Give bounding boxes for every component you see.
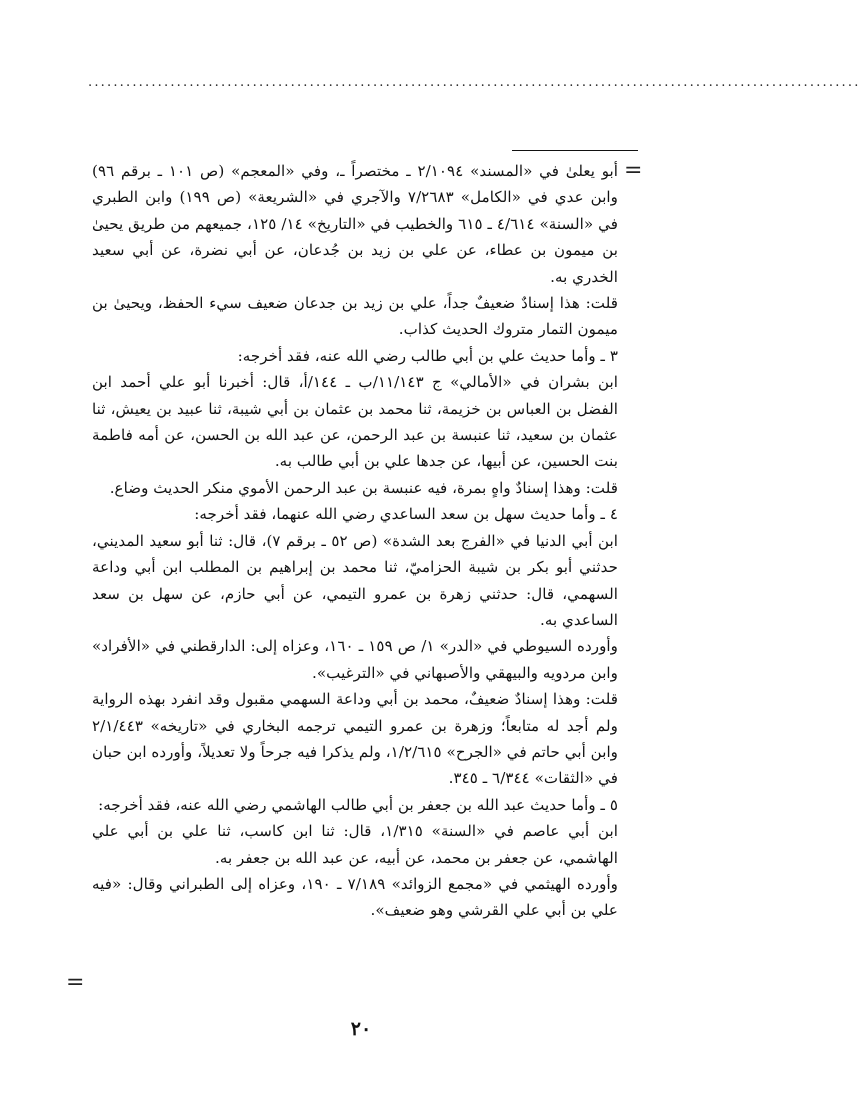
paragraph-haythami: وأورده الهيثمي في «مجمع الزوائد» ٧/١٨٩ ـ ١٩٠، وعزاه إلى الطبراني وقال: «فيه علي بن أبي علي القرشي وهو ضعيف». [92, 874, 618, 920]
paragraph-sources-ibn-bishran: ابن بشران في «الأمالي» ج ١١/١٤٣/ب ـ ١٤٤/أ، قال: أخبرنا أبو علي أحمد ابن الفضل بن العباس بن خزيمة، ثنا محمد بن عثمان بن أبي شيبة، ثنا عبيد بن يعيش، ثنا عثمان بن سعيد، ثنا عنبسة بن عبد الرحمن، عن عبد الله بن الحسن، عن أمه فاطمة بنت الحسين، عن أبيها، عن جدها علي بن أبي طالب به. [92, 373, 618, 471]
page-number: ٢٠ [350, 1018, 372, 1040]
paragraph-heading-ali: ٣ ـ وأما حديث علي بن أبي طالب رضي الله عنه، فقد أخرجه: [237, 346, 618, 365]
paragraph-sources-ibn-abi-asim: ابن أبي عاصم في «السنة» ١/٣١٥، قال: ثنا ابن كاسب، ثنا علي بن أبي علي الهاشمي، عن جعفر بن محمد، عن أبيه، عن عبد الله بن جعفر به. [92, 822, 618, 867]
paragraph-heading-sahl: ٤ ـ وأما حديث سهل بن سعد الساعدي رضي الله عنهما، فقد أخرجه: [194, 505, 618, 524]
paragraph-verdict-3: قلت: وهذا إسنادٌ ضعيفٌ، محمد بن أبي وداعة السهمي مقبول وقد انفرد بهذه الرواية ولم أجد له متابعاً؛ وزهرة بن عمرو التيمي ترجمه البخاري في «تاريخه» ٢/١/٤٤٣ وابن أبي حاتم في «الجرح» ١/٢/٦١٥، ولم يذكرا فيه جرحاً ولا تعديلاً، وأورده ابن حبان في «الثقات» ٦/٣٤٤ ـ ٣٤٥. [92, 690, 618, 788]
leader-dots: .......................................................................................................................... [88, 75, 861, 90]
paragraph-heading-abdullah: ٥ ـ وأما حديث عبد الله بن جعفر بن أبي طالب الهاشمي رضي الله عنه، فقد أخرجه: [98, 795, 618, 814]
footnote-text-block [92, 158, 618, 924]
continuation-marker-bottom: = [66, 970, 85, 995]
paragraph-sources-ibn-abi-dunya: ابن أبي الدنيا في «الفرج بعد الشدة» (ص ٥٢ ـ برقم ٧)، قال: ثنا أبو سعيد المديني، حدثني أبو بكر بن شيبة الحزاميّ، ثنا محمد بن إبراهيم بن المطلب ابن أبي وداعة السهمي، قال: حدثني زهرة بن عمرو التيمي، عن أبي حازم، عن سهل بن سعد الساعدي به. [92, 531, 619, 629]
continuation-marker-top: = [624, 158, 643, 183]
paragraph-sources-abu-yala: أبو يعلىٰ في «المسند» ٢/١٠٩٤ ـ مختصراً ـ، وفي «المعجم» (ص ١٠١ ـ برقم ٩٦) وابن عدي في «الكامل» ٧/٢٦٨٣ والآجري في «الشريعة» (ص ١٩٩) وابن الطبري في «السنة» ٤/٦١٤ ـ ٦١٥ والخطيب في «التاريخ» ١٤/ ١٢٥، جميعهم من طريق يحيىٰ بن ميمون بن عطاء، عن علي بن زيد بن جُدعان، عن أبي نضرة، عن أبي سعيد الخدري به. [92, 162, 618, 286]
footnote-separator-rule [512, 150, 638, 151]
paragraph-verdict-1: قلت: هذا إسنادٌ ضعيفٌ جداً، علي بن زيد بن جدعان ضعيف سيء الحفظ، ويحيىٰ بن ميمون التمار متروك الحديث كذاب. [92, 294, 618, 339]
paragraph-suyuti: وأورده السيوطي في «الدر» ١/ ص ١٥٩ ـ ١٦٠، وعزاه إلى: الدارقطني في «الأفراد» وابن مردويه والبيهقي والأصبهاني في «الترغيب». [92, 637, 618, 682]
paragraph-verdict-2: قلت: وهذا إسنادٌ واهٍ بمرة، فيه عنبسة بن عبد الرحمن الأموي منكر الحديث وضاع. [109, 478, 618, 497]
